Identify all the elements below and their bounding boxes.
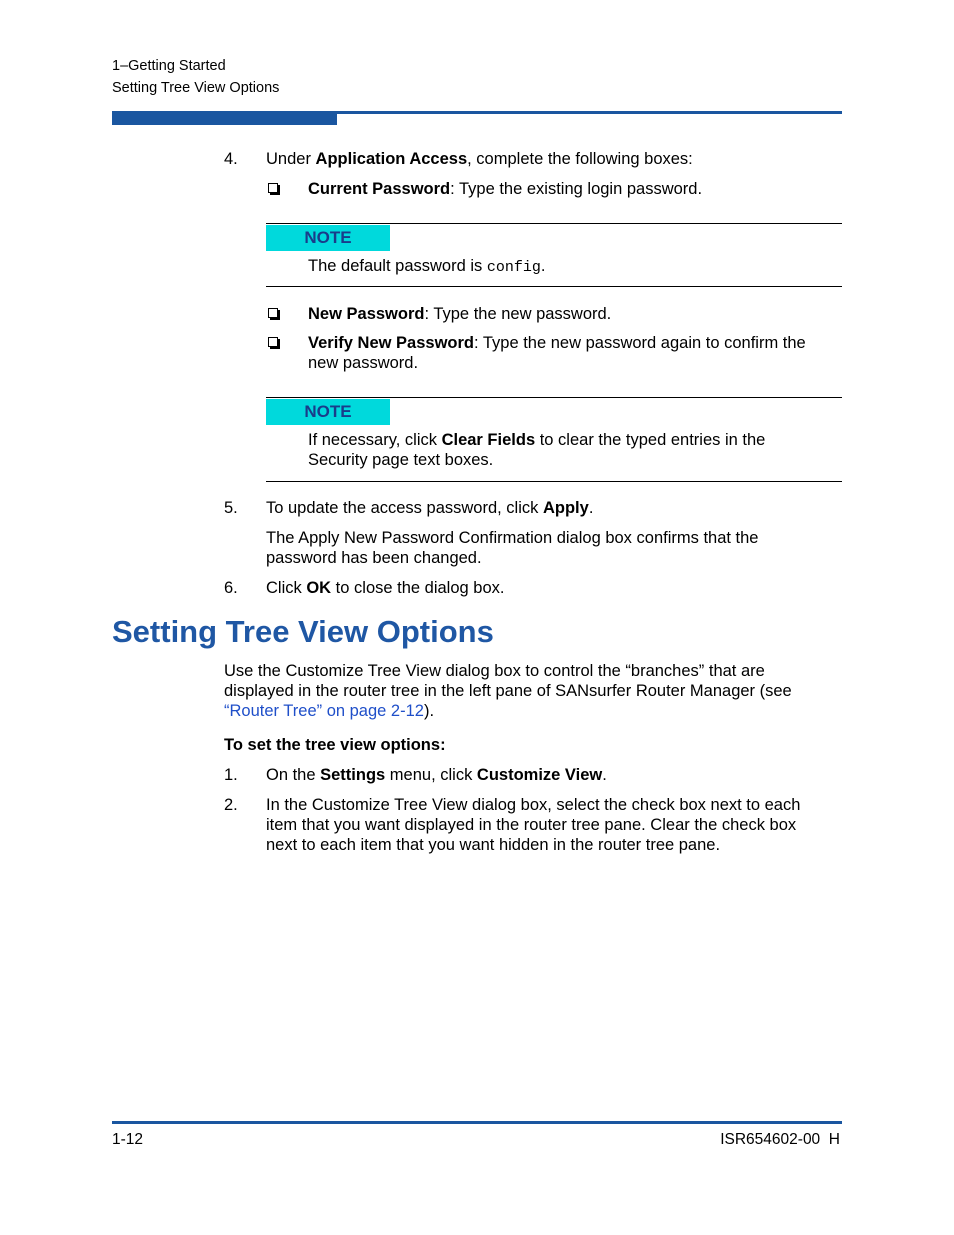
note-bottom-rule	[266, 286, 842, 287]
proc-step-2-line-1: In the Customize Tree View dialog box, select the check box next to each	[266, 796, 801, 814]
note-label: NOTE	[266, 225, 390, 251]
intro-line-1: Use the Customize Tree View dialog box to control the “branches” that are	[224, 662, 765, 680]
footer-doc-number: ISR654602-00 H	[720, 1131, 840, 1148]
intro-line-2: displayed in the router tree in the left pane of SANsurfer Router Manager (see	[224, 682, 792, 700]
step-number: 2.	[224, 796, 238, 814]
proc-step-2-line-2: item that you want displayed in the router tree pane. Clear the check box	[266, 816, 797, 834]
bullet-verify-password: Verify New Password: Type the new password again to confirm the	[308, 334, 806, 352]
checkbox-bullet-icon	[268, 183, 278, 193]
footer-rule	[112, 1121, 842, 1124]
note-top-rule	[266, 397, 842, 398]
bullet-verify-password-cont: new password.	[308, 354, 419, 372]
intro-line-3: “Router Tree” on page 2-12).	[224, 702, 435, 720]
note-bottom-rule	[266, 481, 842, 482]
note-text: If necessary, click Clear Fields to clear the typed entries in the	[308, 431, 766, 449]
step-number: 1.	[224, 766, 238, 784]
header-rule	[337, 111, 842, 114]
note-text-cont: Security page text boxes.	[308, 451, 494, 469]
proc-step-2-line-3: next to each item that you want hidden in the router tree pane.	[266, 836, 721, 854]
note-text: The default password is config.	[308, 257, 546, 276]
note-top-rule	[266, 223, 842, 224]
checkbox-bullet-icon	[268, 337, 278, 347]
step-5-paragraph-cont: password has been changed.	[266, 549, 482, 567]
header-accent-bar	[112, 111, 337, 125]
bullet-current-password: Current Password: Type the existing login password.	[308, 180, 703, 198]
step-4-text: Under Application Access, complete the following boxes:	[266, 150, 693, 168]
note-label: NOTE	[266, 399, 390, 425]
router-tree-link[interactable]: “Router Tree” on page 2-12	[224, 702, 424, 720]
procedure-heading: To set the tree view options:	[224, 736, 446, 754]
header-section: Setting Tree View Options	[112, 80, 280, 96]
step-6-text: Click OK to close the dialog box.	[266, 579, 505, 597]
header-chapter: 1–Getting Started	[112, 58, 226, 74]
footer-page-number: 1-12	[112, 1131, 144, 1148]
proc-step-1-text: On the Settings menu, click Customize View.	[266, 766, 607, 784]
step-number: 6.	[224, 579, 238, 597]
step-number: 4.	[224, 150, 238, 168]
step-5-text: To update the access password, click Apply.	[266, 499, 594, 517]
checkbox-bullet-icon	[268, 308, 278, 318]
bullet-new-password: New Password: Type the new password.	[308, 305, 612, 323]
step-number: 5.	[224, 499, 238, 517]
section-title: Setting Tree View Options	[112, 614, 494, 649]
step-5-paragraph: The Apply New Password Confirmation dialog box confirms that the	[266, 529, 759, 547]
